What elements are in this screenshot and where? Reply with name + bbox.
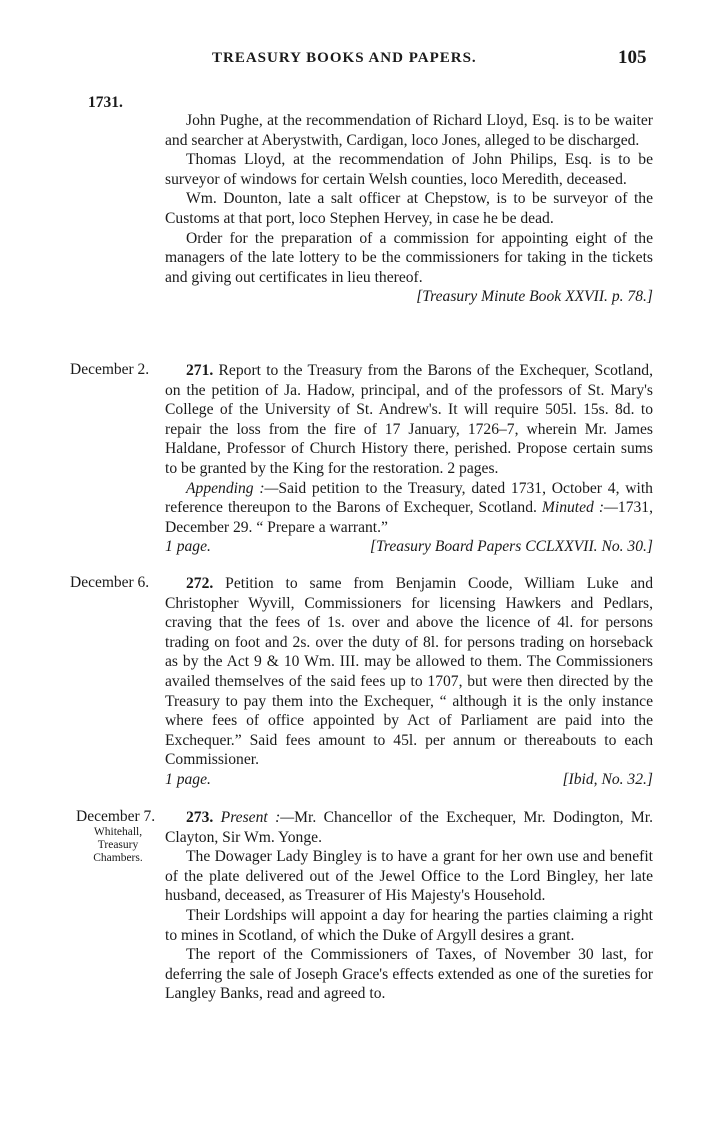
page-count: 1 page. [165,538,211,556]
source-reference: [Treasury Minute Book XXVII. p. 78.] [416,288,653,306]
appending-text: Said petition to the Treasury, dated 1731, October 4, with reference thereupon to the Barons of Exchequer, Scotland. [165,479,653,517]
present-label: Present :— [220,809,295,826]
entry-text: Petition to same from Benjamin Coode, William Luke and Christopher Wyvill, Commissioners for licensing Hawkers and Pedlars, craving that the fees of 1s. over and above the licence of 4l. for persons trading on foot and 2s. over the duty of 8l. for persons trading on horseback as by the Act 9 & 10 Wm. III. may be allowed to them. The Commissioners availed themselves of the said fees up to 1707, but were then directed by the Treasury to pay them into the Exchequer, “ although it is the only instance where fees of office appointed by Act of Parliament are paid into the Exchequer.” Said fees amount to 45l. per annum or thereabouts to each Commissioner. [165,575,653,769]
year-note: 1731. [88,94,123,111]
entry-number: 271. [186,362,214,379]
entry-number: 272. [186,575,214,592]
entry-date: December 2. [70,361,150,378]
entry-number: 273. [186,809,214,826]
minute-block-1731 [165,111,653,307]
entry-272 [165,574,653,790]
source-reference: [Ibid, No. 32.] [562,770,653,788]
paragraph: Order for the preparation of a commission for appointing eight of the managers of the late lottery to be the commissioners for taking in the tickets and giving out certificates in lieu thereof. [165,229,653,286]
minuted-label: Minuted :— [541,499,618,517]
entry-271 [165,361,653,557]
entry-text: Report to the Treasury from the Barons of the Exchequer, Scotland, on the petition of Ja. Hadow, principal, and of the professors of St. Mary's College of the University of St. Andrew's. It will require 505l. 15s. 8d. to repair the loss from the fire of 17 January, 1726–7, wherein Mr. James Haldane, Professor of Church History there, perished. Propose certain sums to be granted by the King for the restoration. 2 pages. [165,362,653,477]
page-count: 1 page. [165,770,211,788]
entry-273 [165,808,653,1004]
appending-label: Appending :— [186,479,279,497]
source-reference: [Treasury Board Papers CCLXXVII. No. 30.] [369,538,653,556]
entry-date: December 6. [70,574,150,591]
paragraph: Their Lordships will appoint a day for hearing the parties claiming a right to mines in Scotland, of which the Duke of Argyll desires a grant. [165,906,653,944]
running-title: TREASURY BOOKS AND PAPERS. [212,50,477,66]
entry-date: December 7. [76,808,156,825]
paragraph: Thomas Lloyd, at the recommendation of John Philips, Esq. is to be surveyor of windows for certain Welsh counties, loco Meredith, deceased. [165,151,653,188]
entry-place: Whitehall, Treasury Chambers. [93,826,143,864]
paragraph: Wm. Dounton, late a salt officer at Chepstow, is to be surveyor of the Customs at that port, loco Stephen Hervey, in case he be dead. [165,190,653,227]
paragraph: The report of the Commissioners of Taxes, of November 30 last, for deferring the sale of Joseph Grace's effects extended as one of the sureties for Langley Banks, read and agreed to. [165,946,653,1003]
minuted-text: 1731, December 29. “ Prepare a warrant.” [165,499,653,536]
present-text: Mr. Chancellor of the Exchequer, Mr. Dodington, Mr. Clayton, Sir Wm. Yonge. [165,809,653,846]
paragraph: John Pughe, at the recommendation of Richard Lloyd, Esq. is to be waiter and searcher at Aberystwith, Cardigan, loco Jones, alleged to be discharged. [165,112,653,149]
paragraph: The Dowager Lady Bingley is to have a grant for her own use and benefit of the plate delivered out of the Jewel Office to the Lord Bingley, her late husband, deceased, as Treasurer of His Majesty's Household. [165,848,653,905]
page-number: 105 [618,47,647,68]
